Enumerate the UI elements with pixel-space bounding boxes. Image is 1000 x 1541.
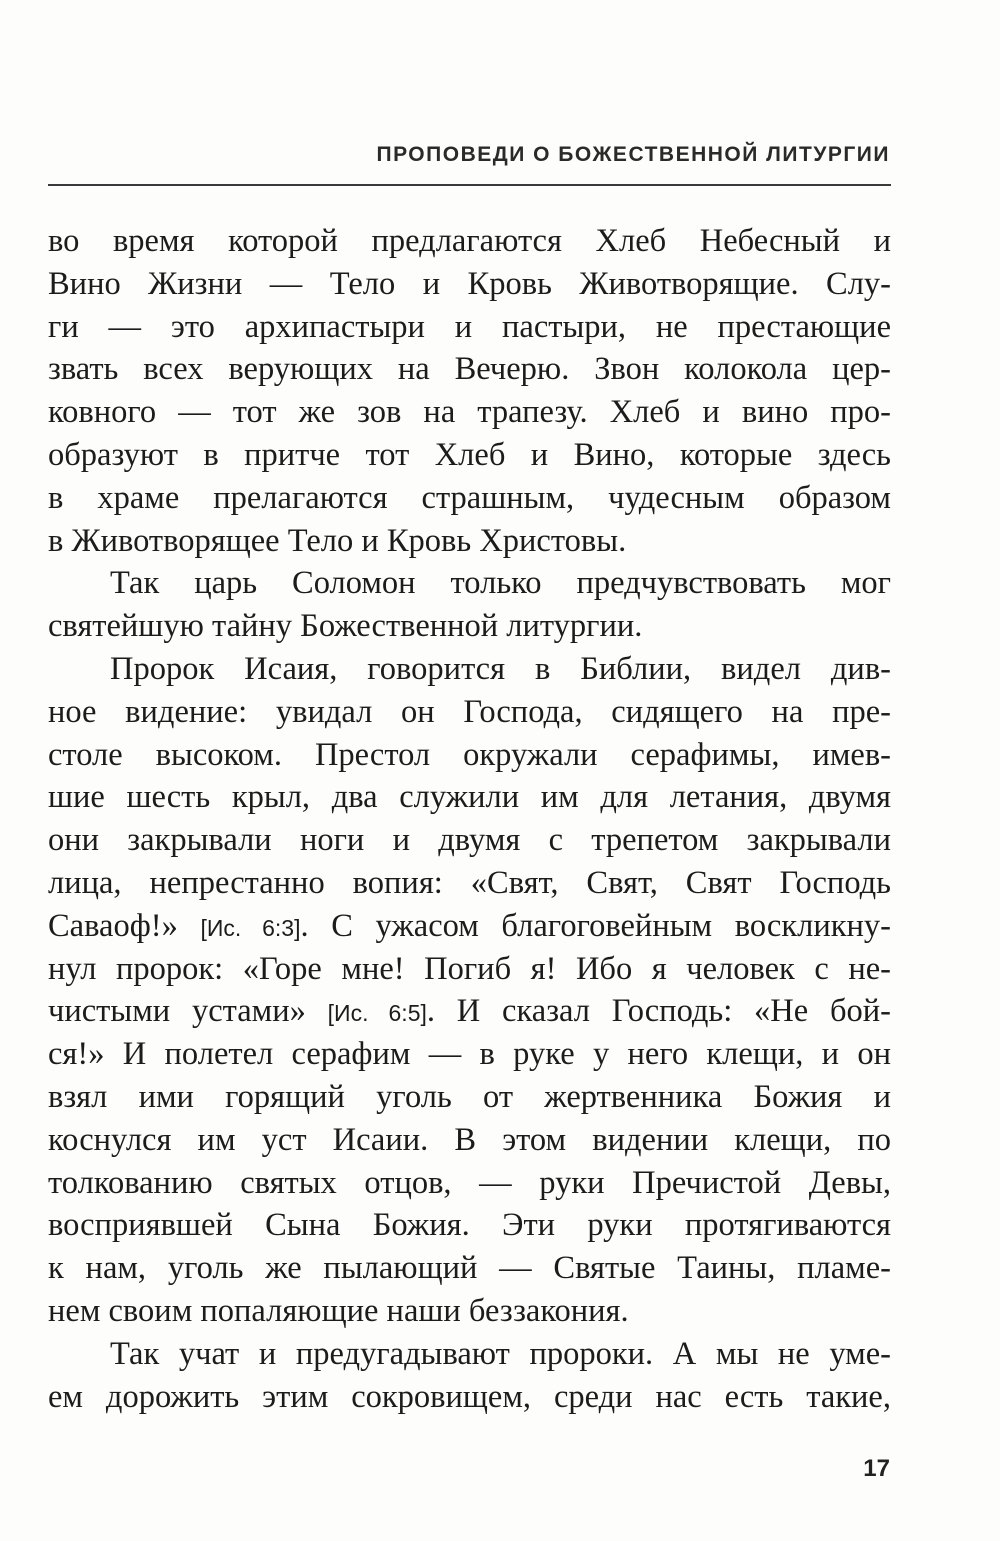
text-line: Так учат и предугадывают пророки. А мы не уме-: [110, 1335, 891, 1372]
text-line: [48, 905, 891, 948]
text-line: ги — это архипастыри и пастыри, не престающие: [48, 308, 891, 345]
header-rule: [48, 184, 891, 186]
text-line: шие шесть крыл, два служили им для летания, двумя: [48, 779, 891, 816]
text-line: коснулся им уст Исаии. В этом видении клещи, по: [48, 1121, 891, 1158]
page-number: 17: [863, 1455, 890, 1482]
text-line: Пророк Исаия, говорится в Библии, видел див-: [110, 650, 891, 687]
body-text: [48, 220, 891, 1418]
text-line: святейшую тайну Божественной литургии.: [48, 608, 643, 645]
text-line: они закрывали ноги и двумя с трепетом закрывали: [48, 822, 891, 859]
text-line: во время которой предлагаются Хлеб Небесный и: [48, 223, 891, 259]
text-line: к нам, уголь же пылающий — Святые Таины, пламе-: [48, 1250, 891, 1287]
text-line: в Животворящее Тело и Кровь Христовы.: [48, 522, 627, 559]
text-line: восприявшей Сына Божия. Эти руки протягиваются: [48, 1207, 891, 1244]
text-line: в храме прелагаются страшным, чудесным образом: [48, 479, 891, 516]
text-line: ковного — тот же зов на трапезу. Хлеб и вино про-: [48, 394, 891, 431]
text-line: ем дорожить этим сокровищем, среди нас есть такие,: [48, 1378, 891, 1415]
text-fragment: Саваоф!»: [48, 907, 178, 944]
text-line: толкованию святых отцов, — руки Пречистой Девы,: [48, 1164, 891, 1201]
text-line: нем своим попаляющие наши беззакония.: [48, 1292, 629, 1329]
scripture-reference: [Ис. 6:5]: [327, 1000, 427, 1027]
text-line: взял ими горящий уголь от жертвенника Божия и: [48, 1078, 891, 1115]
text-line: ное видение: увидал он Господа, сидящего на пре-: [48, 693, 891, 730]
scripture-reference: [Ис. 6:3]: [200, 914, 301, 941]
text-line: звать всех верующих на Вечерю. Звон колокола цер-: [48, 351, 891, 388]
text-fragment: . С ужасом благоговейным воскликну-: [300, 907, 891, 944]
text-line: столе высоком. Престол окружали серафимы, имев-: [48, 736, 891, 773]
text-fragment: . И сказал Господь: «Не бой-: [426, 993, 891, 1030]
text-line: нул пророк: «Горе мне! Погиб я! Ибо я человек с не-: [48, 950, 891, 987]
text-fragment: чистыми устами»: [48, 993, 306, 1030]
running-head: ПРОПОВЕДИ О БОЖЕСТВЕННОЙ ЛИТУРГИИ: [376, 143, 890, 166]
text-line: лица, непрестанно вопия: «Свят, Свят, Свят Господь: [48, 864, 891, 901]
text-line: Вино Жизни — Тело и Кровь Животворящие. Слу-: [48, 265, 891, 302]
text-line: Так царь Соломон только предчувствовать мог: [110, 565, 891, 602]
text-line: ся!» И полетел серафим — в руке у него клещи, и он: [48, 1036, 891, 1073]
text-line: [48, 990, 891, 1033]
text-line: образуют в притче тот Хлеб и Вино, которые здесь: [48, 436, 891, 473]
